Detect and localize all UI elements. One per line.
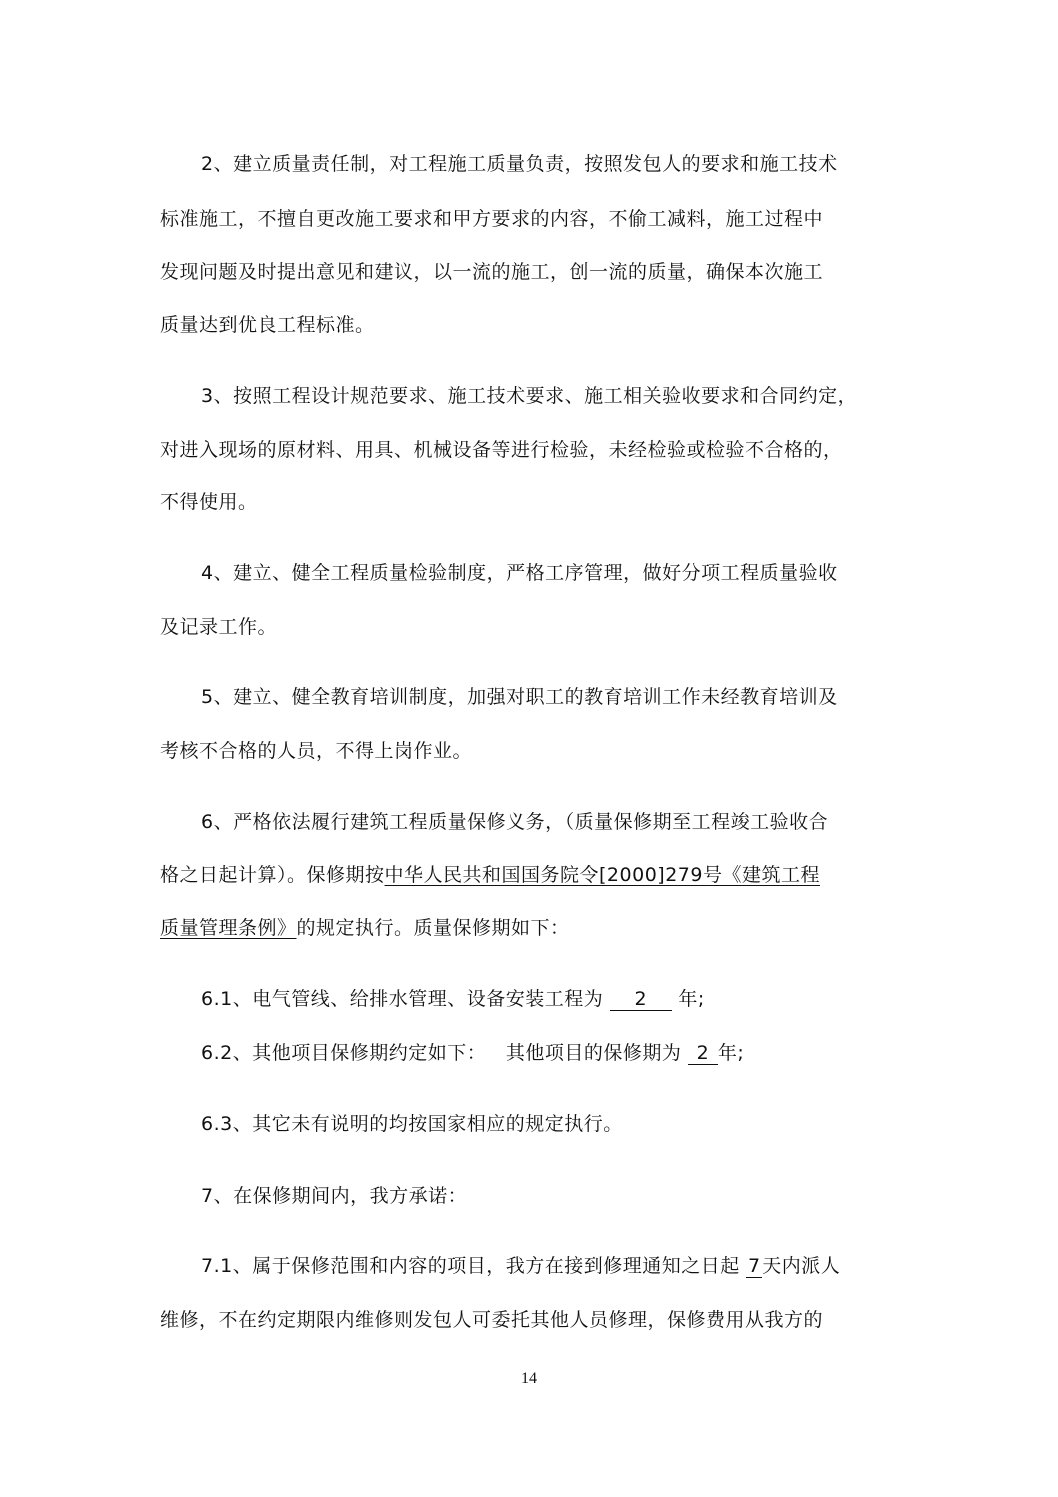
paragraph-2-line-3: 发现问题及时提出意见和建议，以一流的施工，创一流的质量，确保本次施工 [160, 261, 824, 283]
paragraph-5-line-2: 考核不合格的人员，不得上岗作业。 [160, 740, 473, 762]
clause-7-1-text: 7.1、属于保修范围和内容的项目，我方在接到修理通知之日起 [201, 1255, 740, 1277]
paragraph-5-line-1: 5、建立、健全教育培训制度，加强对职工的教育培训工作未经教育培训及 [201, 686, 838, 708]
paragraph-3-line-3: 不得使用。 [160, 491, 258, 513]
clause-7-1-days: 7 [747, 1255, 761, 1277]
clause-7-1-unit: 天内派人 [762, 1255, 841, 1277]
clause-6-1-text: 6.1、电气管线、给排水管理、设备安装工程为 [201, 988, 604, 1010]
paragraph-2-line-1: 2、建立质量责任制，对工程施工质量负责，按照发包人的要求和施工技术 [201, 153, 838, 175]
paragraph-6-line-1: 6、严格依法履行建筑工程质量保修义务，（质量保修期至工程竣工验收合 [201, 811, 829, 833]
paragraph-3-line-2: 对进入现场的原材料、用具、机械设备等进行检验，未经检验或检验不合格的， [160, 439, 843, 461]
paragraph-6-line-2 [160, 863, 920, 887]
clause-6-2 [201, 1041, 961, 1065]
paragraph-6-line-3-text: 的规定执行。质量保修期如下： [296, 917, 570, 939]
clause-6-1 [201, 987, 961, 1011]
regulation-reference: 中华人民共和国国务院令[2000]279号《建筑工程 [384, 864, 820, 886]
clause-6-2-years: 2 [688, 1042, 718, 1065]
clause-6-1-years: 2 [610, 988, 672, 1011]
clause-7-1-line-1 [201, 1254, 961, 1278]
paragraph-3-line-1: 3、按照工程设计规范要求、施工技术要求、施工相关验收要求和合同约定， [201, 385, 858, 407]
paragraph-2-line-2: 标准施工，不擅自更改施工要求和甲方要求的内容，不偷工减料，施工过程中 [160, 208, 824, 230]
clause-6-2-text: 6.2、其他项目保修期约定如下： 其他项目的保修期为 [201, 1042, 682, 1064]
page-number: 14 [521, 1370, 537, 1387]
paragraph-2-line-4: 质量达到优良工程标准。 [160, 314, 375, 336]
clause-6-2-unit: 年; [717, 1042, 745, 1064]
clause-6-1-unit: 年; [678, 988, 705, 1010]
paragraph-6-line-2-text: 格之日起计算）。保修期按 [160, 864, 385, 886]
regulation-reference-cont: 质量管理条例》 [160, 917, 297, 939]
clause-7: 7、在保修期间内，我方承诺： [201, 1185, 468, 1207]
paragraph-6-line-3 [160, 916, 920, 940]
clause-6-3: 6.3、其它未有说明的均按国家相应的规定执行。 [201, 1113, 623, 1135]
paragraph-4-line-2: 及记录工作。 [160, 616, 278, 638]
clause-7-1-line-2: 维修，不在约定期限内维修则发包人可委托其他人员修理，保修费用从我方的 [160, 1309, 824, 1331]
paragraph-4-line-1: 4、建立、健全工程质量检验制度，严格工序管理，做好分项工程质量验收 [201, 562, 838, 584]
